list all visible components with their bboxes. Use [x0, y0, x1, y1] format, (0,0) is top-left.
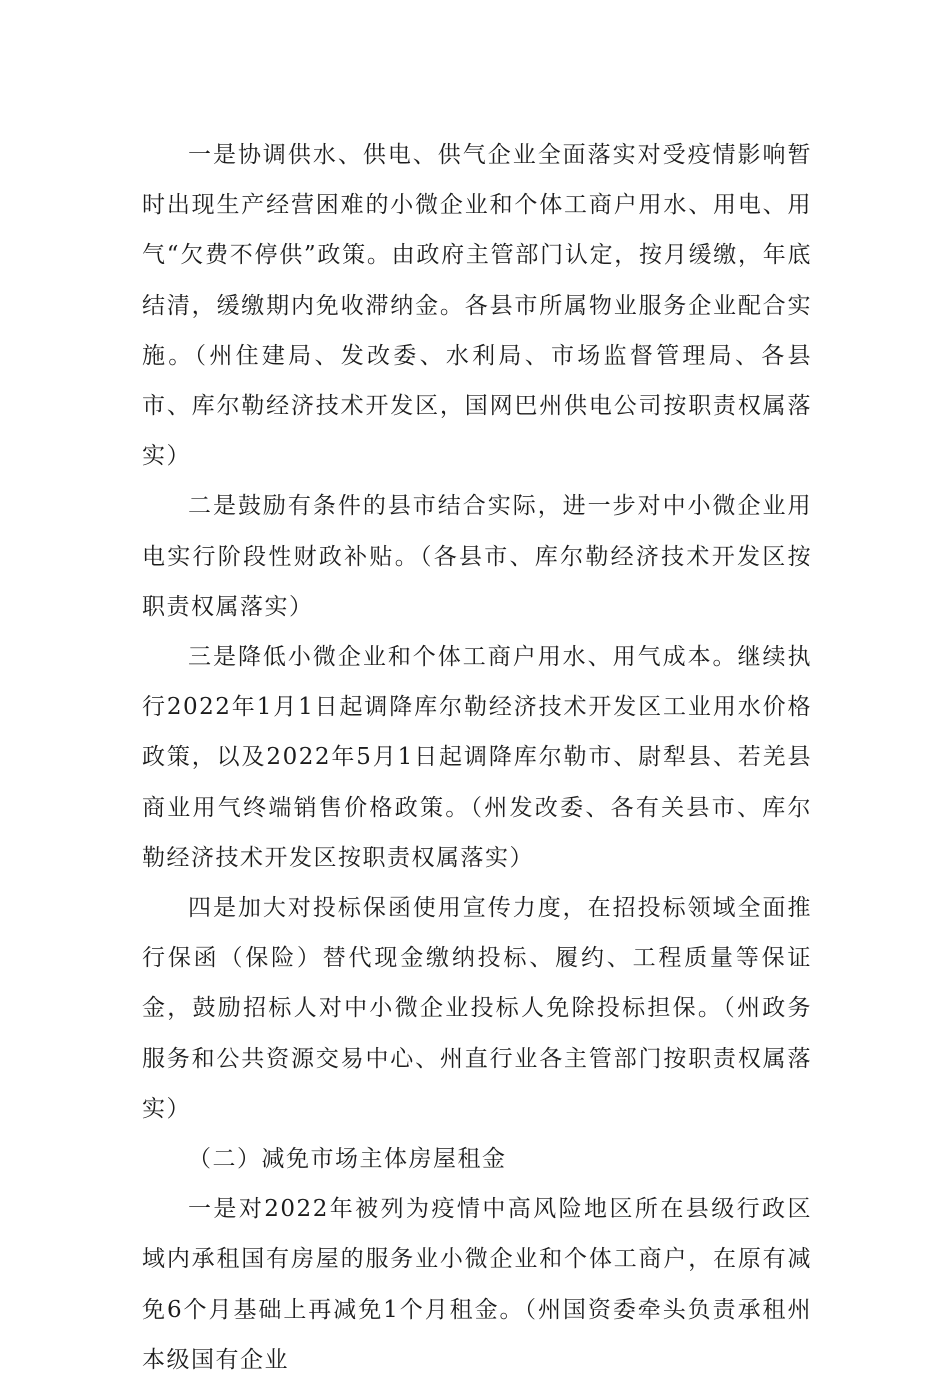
document-body — [142, 130, 812, 1385]
paragraph-electricity-subsidy: 二是鼓励有条件的县市结合实际，进一步对中小微企业用电实行阶段性财政补贴。（各县市、库尔勒经济技术开发区按职责权属落实） — [142, 493, 812, 620]
paragraph-rent-reduction: 一是对2022年被列为疫情中高风险地区所在县级行政区域内承租国有房屋的服务业小微企业和个体工商户，在原有减免6个月基础上再减免1个月租金。（州国资委牵头负责承租州本级国有企业 — [142, 1196, 812, 1373]
paragraph-water-gas-cost: 三是降低小微企业和个体工商户用水、用气成本。继续执行2022年1月1日起调降库尔勒经济技术开发区工业用水价格政策，以及2022年5月1日起调降库尔勒市、尉犁县、若羌县商业用气终端销售价格政策。（州发改委、各有关县市、库尔勒经济技术开发区按职责权属落实） — [142, 644, 812, 871]
paragraph-utilities-no-cutoff: 一是协调供水、供电、供气企业全面落实对受疫情影响暂时出现生产经营困难的小微企业和个体工商户用水、用电、用气“欠费不停供”政策。由政府主管部门认定，按月缓缴，年底结清，缓缴期内免收滞纳金。各县市所属物业服务企业配合实施。（州住建局、发改委、水利局、市场监督管理局、各县市、库尔勒经济技术开发区，国网巴州供电公司按职责权属落实） — [142, 142, 812, 470]
paragraph-bid-guarantee: 四是加大对投标保函使用宣传力度，在招投标领域全面推行保函（保险）替代现金缴纳投标、履约、工程质量等保证金，鼓励招标人对中小微企业投标人免除投标担保。（州政务服务和公共资源交易中心、州直行业各主管部门按职责权属落实） — [142, 895, 812, 1122]
section-heading-rent-reduction: （二）减免市场主体房屋租金 — [188, 1146, 507, 1173]
